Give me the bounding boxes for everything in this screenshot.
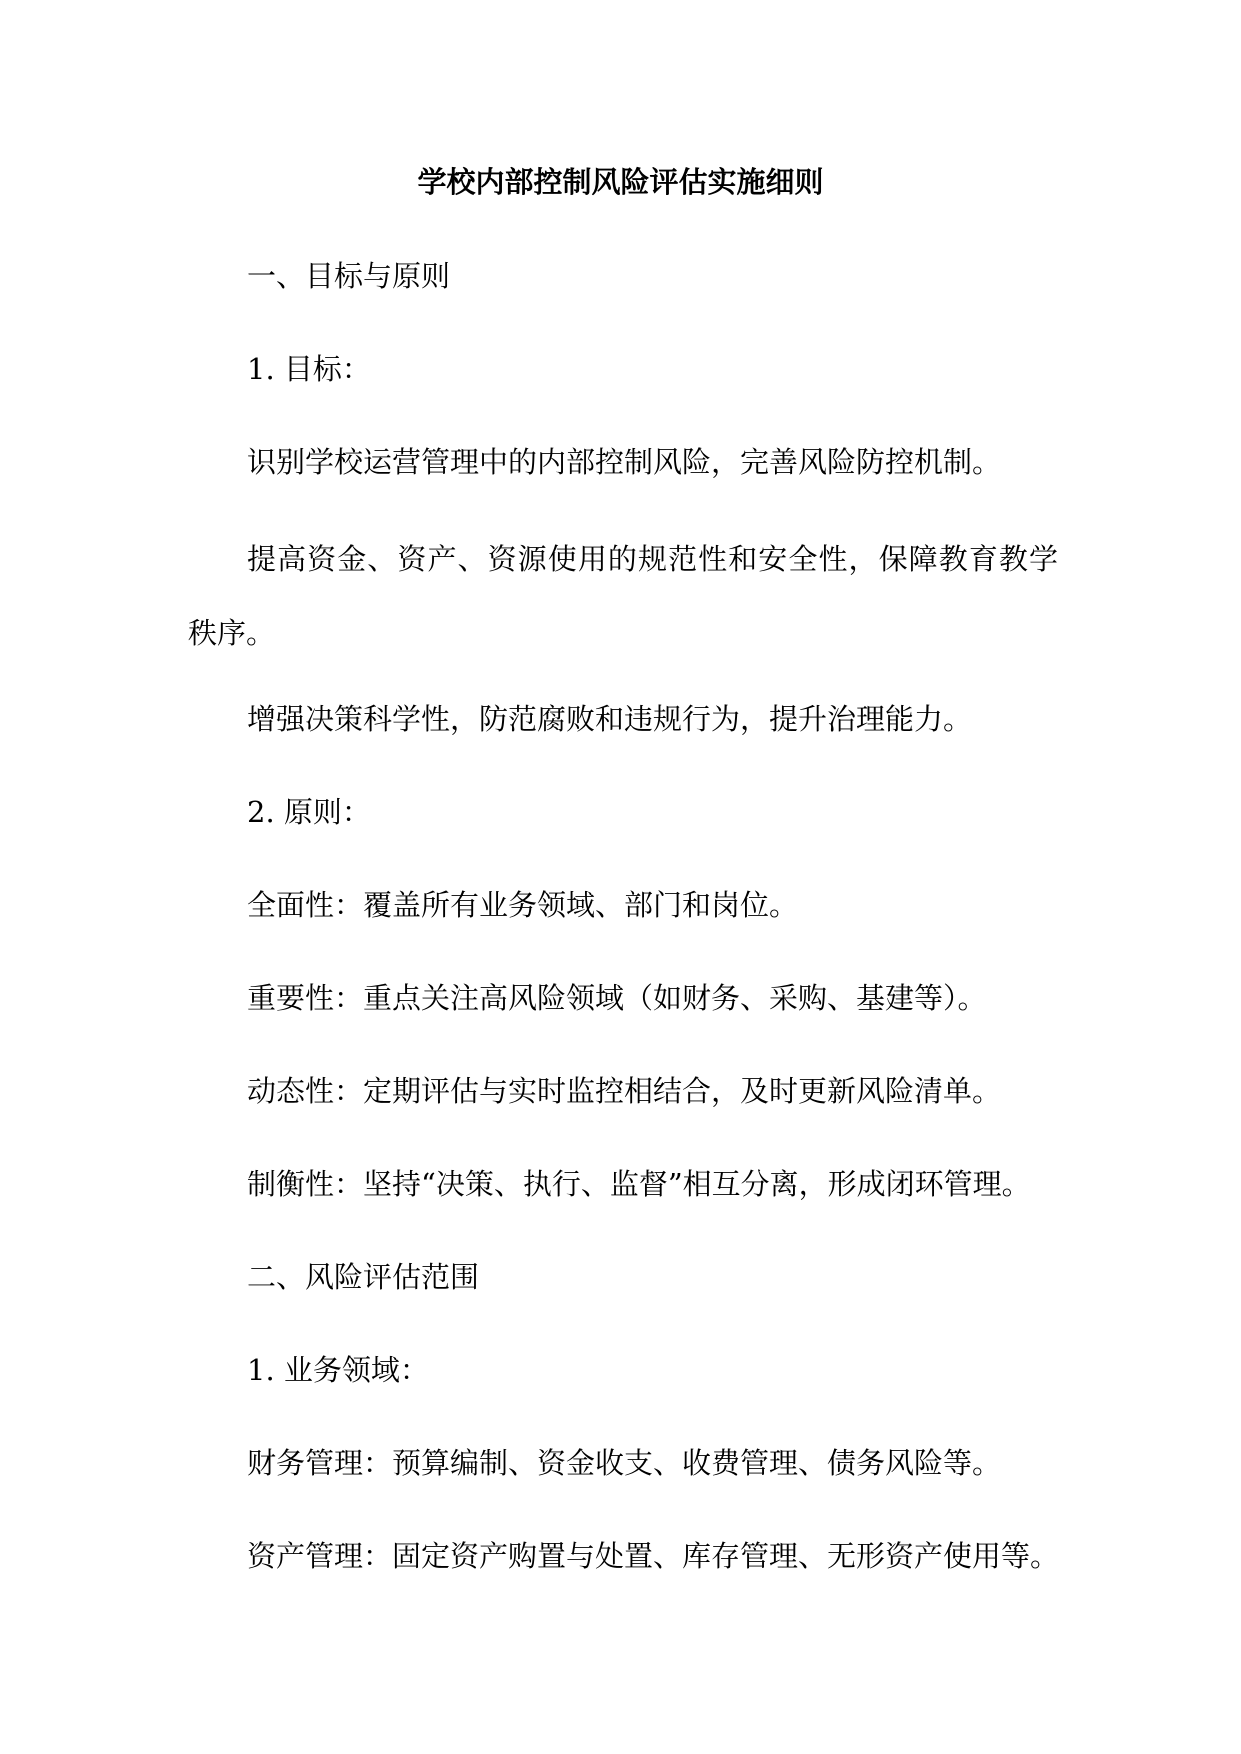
domain-item-1: 财务管理：预算编制、资金收支、收费管理、债务风险等。: [247, 1446, 1002, 1480]
goal-heading: 1. 目标：: [247, 352, 371, 386]
principle-heading: 2. 原则：: [247, 795, 371, 829]
section-heading-goals-principles: 一、目标与原则: [247, 259, 451, 293]
principle-item-4: 制衡性：坚持“决策、执行、监督”相互分离，形成闭环管理。: [247, 1167, 1031, 1201]
domain-item-2: 资产管理：固定资产购置与处置、库存管理、无形资产使用等。: [247, 1539, 1060, 1573]
goal-item-2: 提高资金、资产、资源使用的规范性和安全性，保障教育教学秩序。: [188, 542, 1058, 650]
goal-item-3: 增强决策科学性，防范腐败和违规行为，提升治理能力。: [247, 702, 973, 736]
document-title: 学校内部控制风险评估实施细则: [417, 165, 824, 199]
principle-item-2: 重要性：重点关注高风险领域（如财务、采购、基建等）。: [247, 981, 987, 1015]
principle-item-3: 动态性：定期评估与实时监控相结合，及时更新风险清单。: [247, 1074, 1002, 1108]
goal-item-1: 识别学校运营管理中的内部控制风险，完善风险防控机制。: [247, 445, 1002, 479]
section-heading-scope: 二、风险评估范围: [247, 1260, 480, 1294]
domain-heading: 1. 业务领域：: [247, 1353, 429, 1387]
principle-item-1: 全面性：覆盖所有业务领域、部门和岗位。: [247, 888, 799, 922]
